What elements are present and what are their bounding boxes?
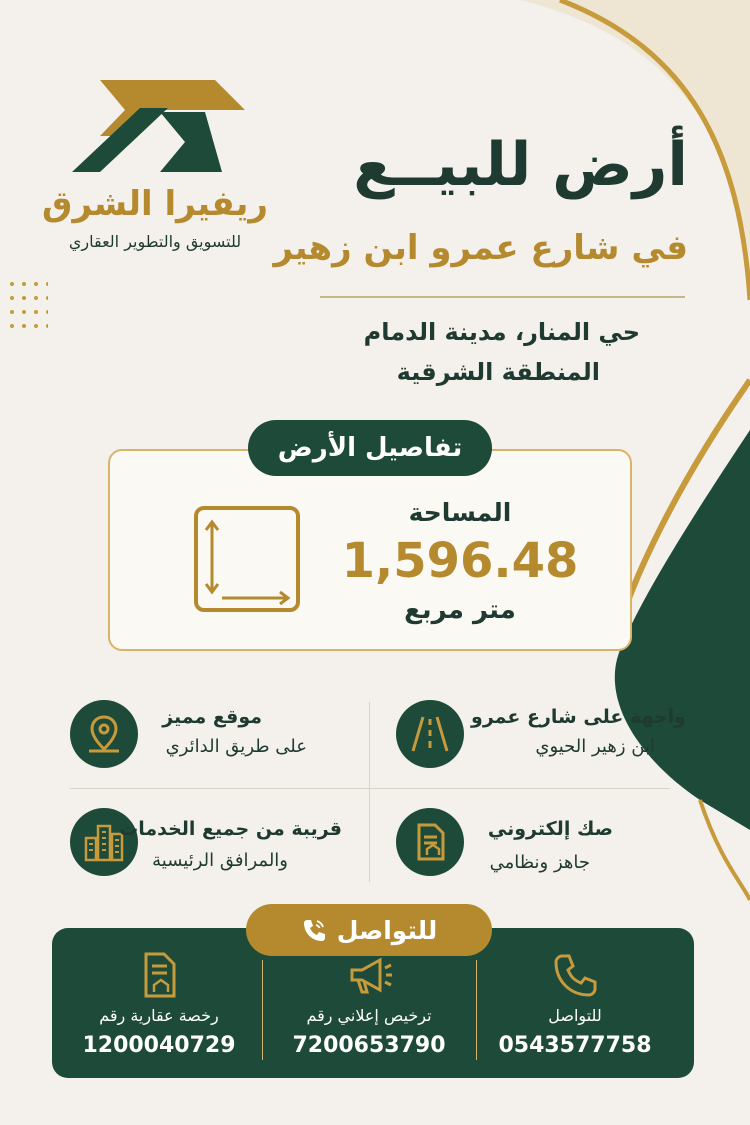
contact-phone bbox=[468, 928, 682, 1078]
feature-title: صك إلكتروني bbox=[487, 818, 613, 840]
feature-title: موقع مميز bbox=[162, 706, 262, 728]
dots-decoration bbox=[8, 280, 48, 340]
details-title: تفاصيل الأرض bbox=[248, 420, 492, 476]
address-line-1: حي المنار، مدينة الدمام bbox=[363, 318, 640, 346]
feature-subtitle: جاهز ونظامي bbox=[489, 852, 590, 873]
listing-street: في شارع عمرو ابن زهير bbox=[273, 228, 688, 268]
contact-title-label: للتواصل bbox=[336, 915, 438, 945]
brand-logo bbox=[40, 72, 270, 262]
features-divider-vertical bbox=[369, 702, 370, 882]
road-icon bbox=[396, 700, 464, 768]
contact-label: ترخيص إعلاني رقم bbox=[306, 1006, 432, 1025]
listing-headline: أرض للبيــع bbox=[353, 130, 688, 200]
megaphone-icon bbox=[344, 950, 394, 1000]
logo-mark-icon bbox=[40, 72, 270, 182]
area-measure-icon bbox=[192, 504, 302, 614]
contact-label: رخصة عقارية رقم bbox=[99, 1006, 219, 1025]
address-line-2: المنطقة الشرقية bbox=[396, 358, 600, 386]
area-label: المساحة bbox=[408, 498, 512, 527]
contact-phone-number[interactable]: 0543577758 bbox=[498, 1033, 652, 1058]
license-document-icon bbox=[134, 950, 184, 1000]
feature-subtitle: ابن زهير الحيوي bbox=[535, 736, 655, 757]
contact-divider bbox=[476, 960, 477, 1060]
document-icon bbox=[396, 808, 464, 876]
phone-icon bbox=[550, 950, 600, 1000]
feature-subtitle: والمرافق الرئيسية bbox=[152, 850, 288, 871]
contact-realestate-license bbox=[52, 928, 266, 1078]
feature-subtitle: على طريق الدائري bbox=[165, 736, 307, 757]
area-value: 1,596.48 bbox=[341, 533, 579, 589]
contact-label: للتواصل bbox=[548, 1006, 602, 1025]
divider bbox=[320, 296, 685, 298]
area-unit: متر مربع bbox=[404, 595, 516, 625]
features-divider-horizontal bbox=[70, 788, 670, 789]
location-pin-icon bbox=[70, 700, 138, 768]
brand-name: ريفيرا الشرق bbox=[42, 184, 268, 224]
feature-title: واجهة على شارع عمرو bbox=[471, 706, 686, 728]
contact-ad-license bbox=[262, 928, 476, 1078]
ad-license-number: 7200653790 bbox=[292, 1033, 446, 1058]
brand-tagline: للتسويق والتطوير العقاري bbox=[68, 232, 242, 251]
feature-title: قريبة من جميع الخدمات bbox=[119, 818, 342, 840]
realestate-license-number: 1200040729 bbox=[82, 1033, 236, 1058]
